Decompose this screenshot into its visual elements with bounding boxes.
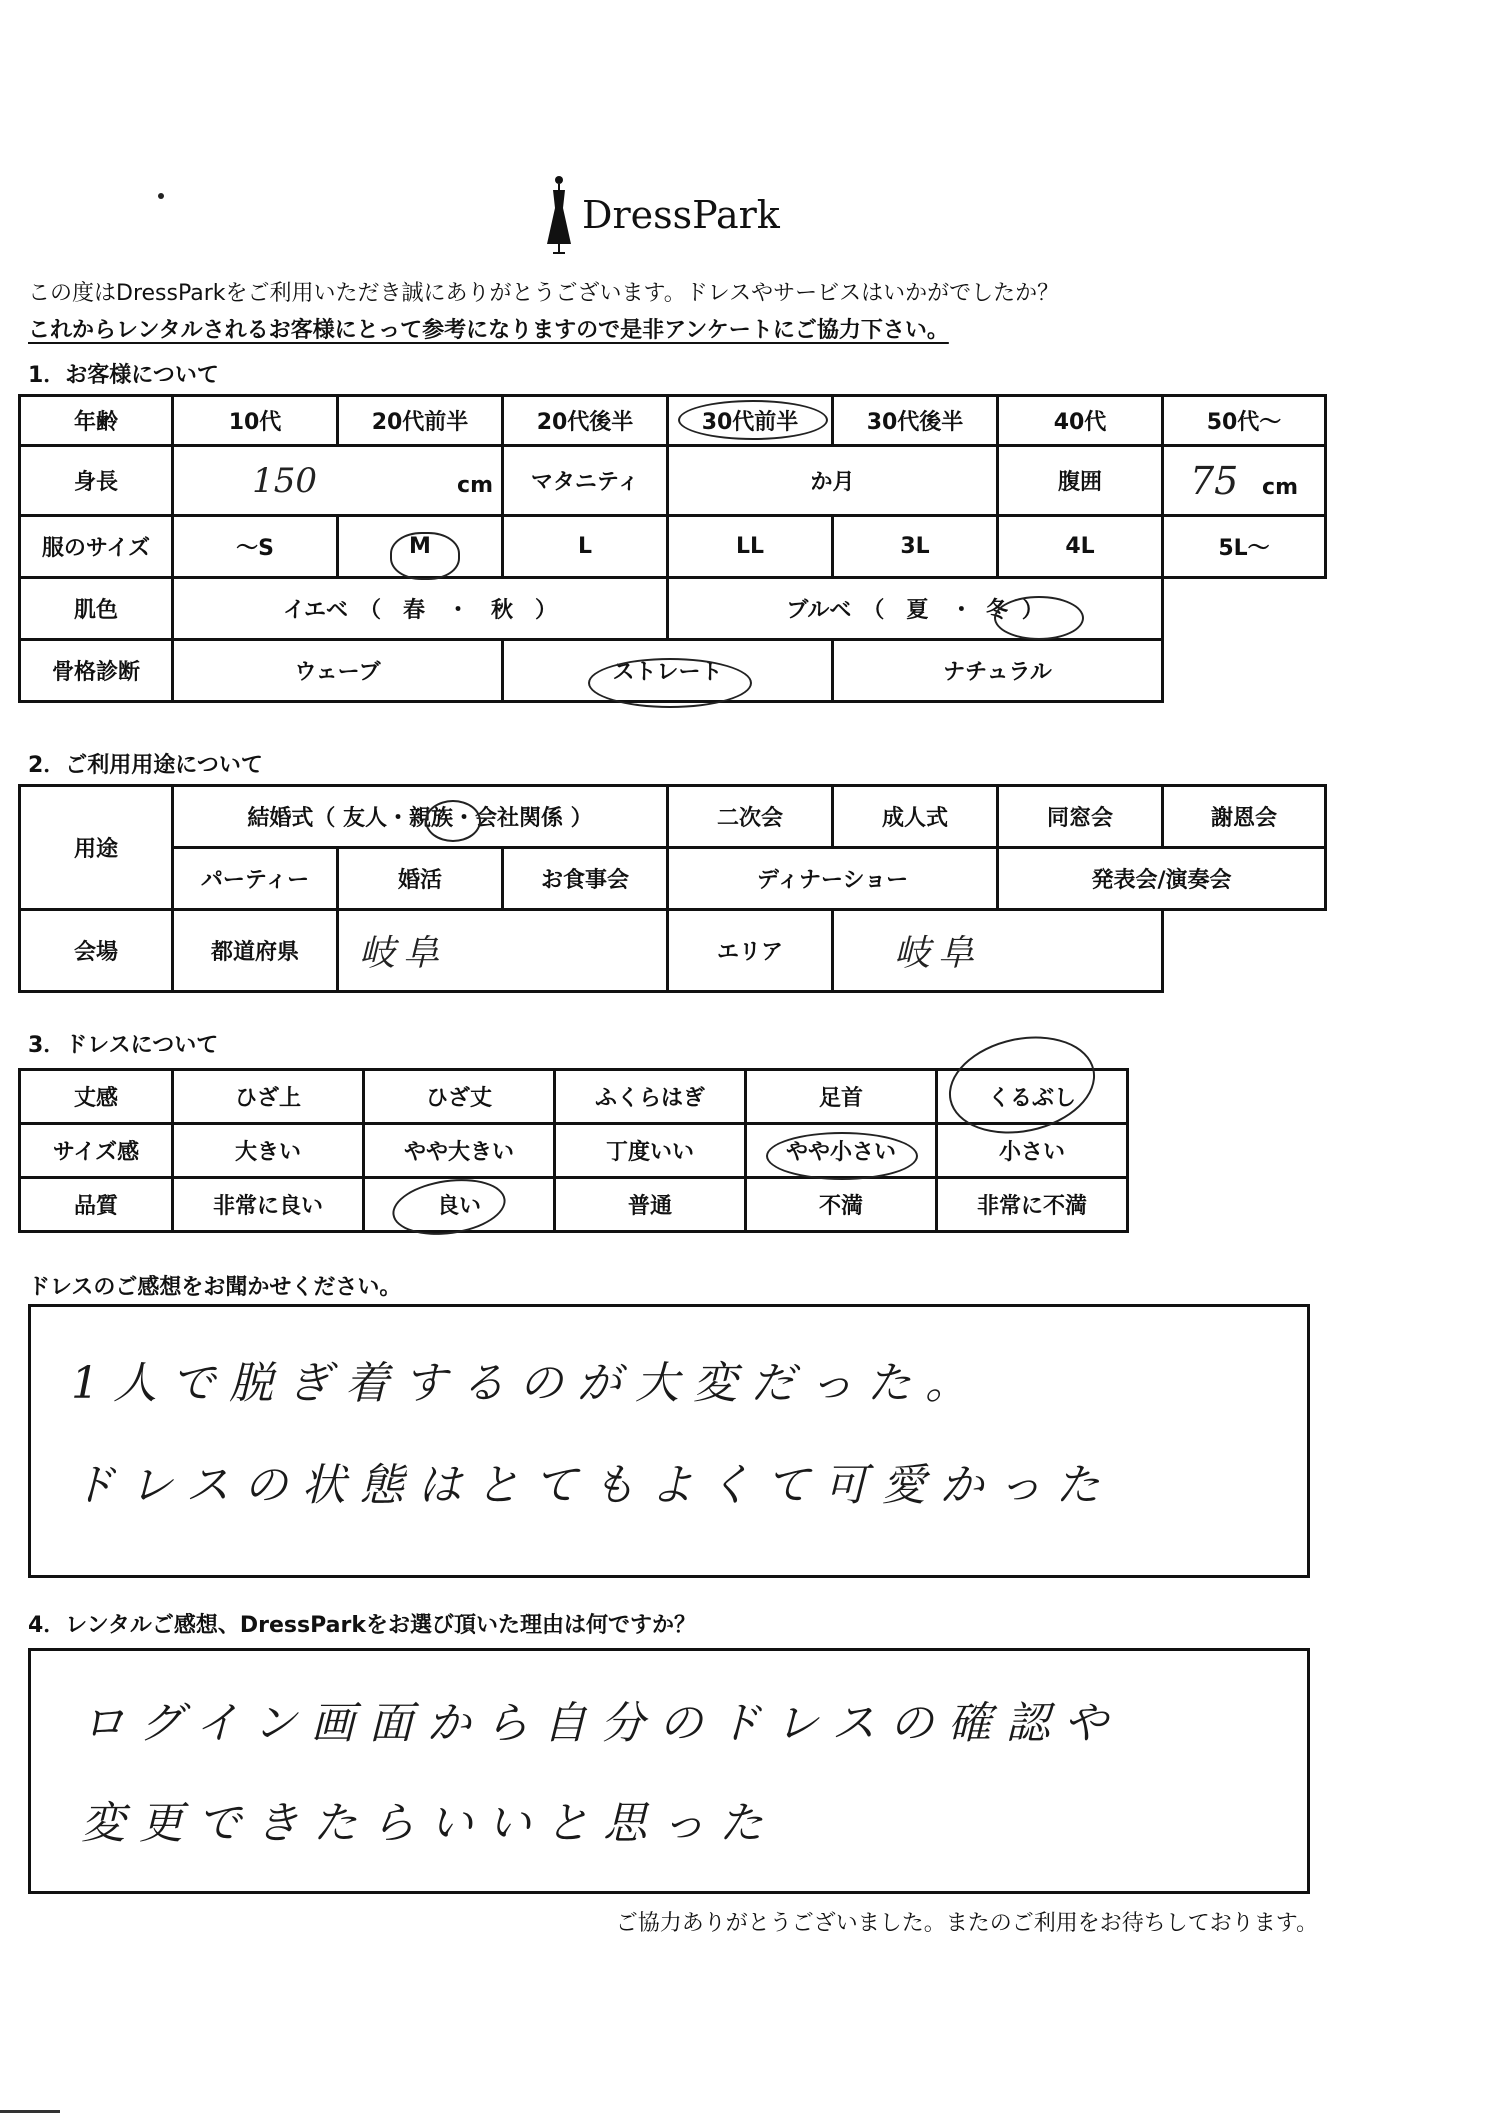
purpose-option[interactable]: 成人式 xyxy=(833,786,998,848)
height-label: 身長 xyxy=(20,446,173,516)
reason-line-1: ログイン画面から自分のドレスの確認や xyxy=(81,1698,1122,1749)
dress-table xyxy=(18,1068,1129,1233)
area-value: 岐阜 xyxy=(894,933,983,974)
customer-table xyxy=(18,394,1327,703)
purpose-option[interactable]: 同窓会 xyxy=(998,786,1163,848)
frame-option[interactable]: ナチュラル xyxy=(833,640,1163,702)
age-option[interactable]: 20代前半 xyxy=(338,396,503,446)
empty-cell xyxy=(1163,640,1326,702)
thanks-message: ご協力ありがとうございました。またのご利用をお待ちしております。 xyxy=(615,1911,1318,1936)
intro-request: これからレンタルされるお客様にとって参考になりますので是非アンケートにご協力下さい。 xyxy=(28,318,949,343)
intro-text: この度はDressParkをご利用いただき誠にありがとうございます。ドレスやサービスはいかがでしたか？ xyxy=(28,281,1060,306)
length-option-selected[interactable]: くるぶし xyxy=(937,1070,1128,1124)
length-option[interactable]: 足首 xyxy=(746,1070,937,1124)
impressions-line-1: 1人で脱ぎ着するのが大変だった。 xyxy=(71,1358,983,1409)
frame-label: 骨格診断 xyxy=(20,640,173,702)
skin-yellow[interactable]: イエベ （ 春 ・ 秋 ） xyxy=(173,578,668,640)
maternity-months[interactable]: か月 xyxy=(668,446,998,516)
purpose-option[interactable]: 婚活 xyxy=(338,848,503,910)
usage-table xyxy=(18,784,1327,993)
scan-speck xyxy=(158,193,164,199)
purpose-option[interactable]: 発表会/演奏会 xyxy=(998,848,1326,910)
height-row xyxy=(20,446,1326,516)
age-option[interactable]: 30代後半 xyxy=(833,396,998,446)
skin-label: 肌色 xyxy=(20,578,173,640)
frame-option[interactable]: ウェーブ xyxy=(173,640,503,702)
impressions-line-2: ドレスの状態はとてもよくて可愛かった xyxy=(71,1460,1114,1511)
fit-option[interactable]: 丁度いい xyxy=(555,1124,746,1178)
quality-option[interactable]: 非常に不満 xyxy=(937,1178,1128,1232)
quality-option[interactable]: 普通 xyxy=(555,1178,746,1232)
age-option[interactable]: 50代～ xyxy=(1163,396,1326,446)
fit-option[interactable]: やや大きい xyxy=(364,1124,555,1178)
quality-option[interactable]: 非常に良い xyxy=(173,1178,364,1232)
frame-option-selected[interactable]: ストレート xyxy=(503,640,833,702)
prefecture-label: 都道府県 xyxy=(173,910,338,992)
section2-title: 2．ご利用用途について xyxy=(28,753,263,778)
waist-label: 腹囲 xyxy=(998,446,1163,516)
fit-row xyxy=(20,1124,1128,1178)
skin-blue-suffix: ） xyxy=(1021,598,1044,623)
maternity-label: マタニティ xyxy=(503,446,668,516)
quality-option-selected[interactable]: 良い xyxy=(364,1178,555,1232)
section3-title: 3．ドレスについて xyxy=(28,1033,219,1058)
brand-logo xyxy=(544,170,780,260)
empty-cell xyxy=(1163,578,1326,640)
height-field[interactable] xyxy=(173,446,503,516)
skin-blue-prefix: ブルベ （ 夏 ・ xyxy=(786,598,973,623)
size-option-selected[interactable]: M xyxy=(338,516,503,578)
quality-option[interactable]: 不満 xyxy=(746,1178,937,1232)
size-label: 服のサイズ xyxy=(20,516,173,578)
length-option[interactable]: ひざ丈 xyxy=(364,1070,555,1124)
age-label: 年齢 xyxy=(20,396,173,446)
size-option[interactable]: L xyxy=(503,516,668,578)
reason-line-2: 変更できたらいいと思った xyxy=(81,1798,777,1849)
skin-blue[interactable] xyxy=(668,578,1163,640)
purpose-option[interactable]: ディナーショー xyxy=(668,848,998,910)
age-option[interactable]: 10代 xyxy=(173,396,338,446)
impressions-title: ドレスのご感想をお聞かせください。 xyxy=(28,1275,402,1300)
age-option-selected[interactable]: 30代前半 xyxy=(668,396,833,446)
purpose-option[interactable]: パーティー xyxy=(173,848,338,910)
length-option[interactable]: ふくらはぎ xyxy=(555,1070,746,1124)
empty-cell xyxy=(1163,910,1326,992)
waist-field[interactable] xyxy=(1163,446,1326,516)
waist-value: 75 xyxy=(1190,458,1239,503)
length-row xyxy=(20,1070,1128,1124)
dress-icon xyxy=(544,174,574,256)
fit-label: サイズ感 xyxy=(20,1124,173,1178)
wedding-option[interactable]: 結婚式（ 友人・親族・会社関係 ） xyxy=(173,786,668,848)
usage-row-2 xyxy=(20,848,1326,910)
section4-title: 4．レンタルご感想、DressParkをお選び頂いた理由は何ですか？ xyxy=(28,1613,696,1638)
section1-title: 1．お客様について xyxy=(28,363,219,388)
size-option[interactable]: 3L xyxy=(833,516,998,578)
fit-option-selected[interactable]: やや小さい xyxy=(746,1124,937,1178)
skin-row xyxy=(20,578,1326,640)
waist-unit: cm xyxy=(1262,474,1298,500)
length-label: 丈感 xyxy=(20,1070,173,1124)
size-option[interactable]: 4L xyxy=(998,516,1163,578)
usage-row-1 xyxy=(20,786,1326,848)
quality-row xyxy=(20,1178,1128,1232)
skin-blue-winter: 冬 xyxy=(986,598,1009,623)
size-row xyxy=(20,516,1326,578)
impressions-box[interactable] xyxy=(28,1304,1310,1578)
scan-mark xyxy=(0,2110,60,2113)
prefecture-field[interactable] xyxy=(338,910,668,992)
size-option[interactable]: 5L～ xyxy=(1163,516,1326,578)
age-row xyxy=(20,396,1326,446)
age-option[interactable]: 40代 xyxy=(998,396,1163,446)
venue-row xyxy=(20,910,1326,992)
age-option[interactable]: 20代後半 xyxy=(503,396,668,446)
reason-box[interactable] xyxy=(28,1648,1310,1894)
quality-label: 品質 xyxy=(20,1178,173,1232)
fit-option[interactable]: 大きい xyxy=(173,1124,364,1178)
purpose-label: 用途 xyxy=(20,786,173,910)
area-label: エリア xyxy=(668,910,833,992)
height-unit: cm xyxy=(457,472,493,498)
frame-row xyxy=(20,640,1326,702)
prefecture-value: 岐阜 xyxy=(359,933,448,974)
area-field[interactable] xyxy=(833,910,1163,992)
size-option[interactable]: LL xyxy=(668,516,833,578)
height-value: 150 xyxy=(252,460,318,501)
purpose-option[interactable]: 謝恩会 xyxy=(1163,786,1326,848)
venue-label: 会場 xyxy=(20,910,173,992)
size-option[interactable]: ～S xyxy=(173,516,338,578)
brand-name: DressPark xyxy=(582,193,780,237)
purpose-option[interactable]: お食事会 xyxy=(503,848,668,910)
fit-option[interactable]: 小さい xyxy=(937,1124,1128,1178)
purpose-option[interactable]: 二次会 xyxy=(668,786,833,848)
length-option[interactable]: ひざ上 xyxy=(173,1070,364,1124)
